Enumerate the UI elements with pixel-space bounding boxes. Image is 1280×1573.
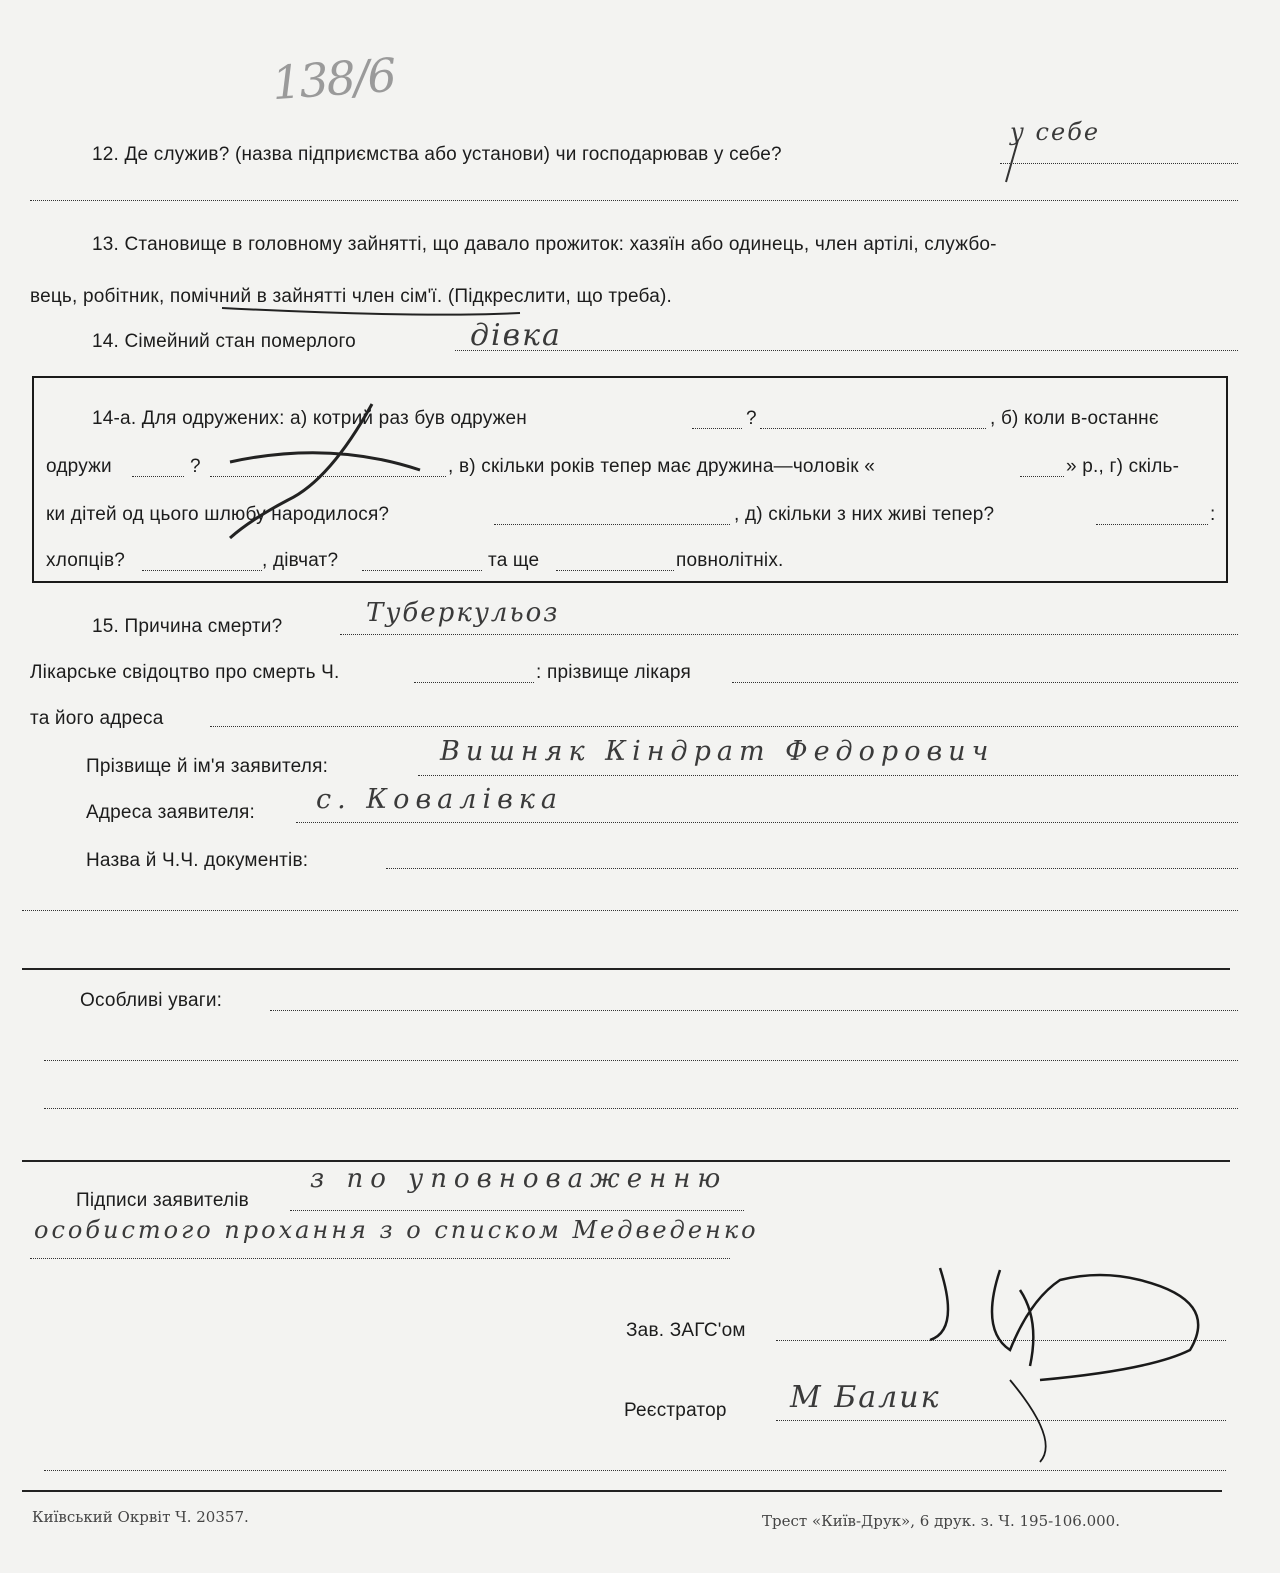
q14a-line2-part2: ? bbox=[190, 456, 201, 477]
applicant-address-value: с. Ковалівка bbox=[316, 784, 564, 815]
documents-extra-line bbox=[22, 910, 1238, 911]
q13-line2: вець, робітник, помічний в зайнятті член сім'ї. (Підкреслити, що треба). bbox=[30, 286, 672, 307]
q14a-line4-part3: та ще bbox=[488, 550, 540, 571]
applicant-name-value: Вишняк Кіндрат Федорович bbox=[440, 736, 995, 767]
q15-answer: Туберкульоз bbox=[366, 598, 560, 628]
documents-line bbox=[386, 868, 1238, 869]
notes-line-1 bbox=[270, 1010, 1238, 1011]
applicant-name-line bbox=[418, 775, 1238, 776]
q14a-line2-part1: одружи bbox=[46, 456, 112, 477]
applicant-name-label: Прізвище й ім'я заявителя: bbox=[86, 756, 329, 777]
underline-mark bbox=[222, 308, 520, 315]
q14a-blank-line-2 bbox=[210, 476, 446, 477]
q14a-line2-part3: , в) скільки років тепер має дружина—чоловік « bbox=[448, 456, 876, 477]
section-divider-2 bbox=[22, 1160, 1230, 1162]
archive-number: 138/6 bbox=[270, 47, 397, 111]
q13-line1: 13. Становище в головному зайнятті, що давало прожиток: хазяїн або одинець, член артілі, службо- bbox=[92, 234, 997, 255]
q14-answer: дівка bbox=[470, 318, 562, 353]
q14a-children-alive-line bbox=[1096, 524, 1208, 525]
q14a-line3-part2: , д) скільки з них живі тепер? bbox=[734, 504, 995, 525]
q14a-children-born-line bbox=[494, 524, 730, 525]
documents-label: Назва й Ч.Ч. документів: bbox=[86, 850, 309, 871]
registrar-signature: М Балик bbox=[790, 1380, 941, 1415]
q12-label: 12. Де служив? (назва підприємства або установи) чи господарював у себе? bbox=[92, 144, 782, 165]
q14a-line4-part2: , дівчат? bbox=[262, 550, 339, 571]
q12-answer-line bbox=[1000, 163, 1238, 164]
zags-signature-mark bbox=[930, 1268, 1198, 1380]
q12-extra-line bbox=[30, 200, 1238, 201]
q12-answer: у себе bbox=[1010, 118, 1101, 146]
registrar-line bbox=[776, 1420, 1226, 1421]
doctor-name-line bbox=[732, 682, 1238, 683]
signatures-line2-handwriting: особистого прохання з о списком Медведенко bbox=[34, 1216, 759, 1244]
q14a-times-married-line bbox=[692, 428, 742, 429]
doctor-address-line bbox=[210, 726, 1238, 727]
q15-label: 15. Причина смерти? bbox=[92, 616, 283, 637]
section-divider-1 bbox=[22, 968, 1230, 970]
q14a-line2-part4: » р., г) скіль- bbox=[1066, 456, 1180, 477]
q14-label: 14. Сімейний стан померлого bbox=[92, 331, 356, 352]
q12-stroke bbox=[1006, 140, 1018, 182]
registrar-label: Реєстратор bbox=[624, 1400, 727, 1421]
q14a-girls-line bbox=[362, 570, 482, 571]
q14a-adults-line bbox=[556, 570, 674, 571]
doctor-address-label: та його адреса bbox=[30, 708, 164, 729]
doctor-name-label: : прізвище лікаря bbox=[536, 662, 691, 683]
footer-divider bbox=[22, 1490, 1222, 1492]
signatures-line1-handwriting: з по уповноваженню bbox=[310, 1164, 728, 1194]
notes-line-3 bbox=[44, 1108, 1238, 1109]
applicant-address-line bbox=[296, 822, 1238, 823]
medical-number-line bbox=[414, 682, 534, 683]
q14a-blank-line bbox=[760, 428, 986, 429]
signatures-line-1 bbox=[290, 1210, 744, 1211]
q14a-spouse-age-line bbox=[1020, 476, 1064, 477]
q14-answer-line bbox=[455, 350, 1238, 351]
signatures-line-2 bbox=[30, 1258, 730, 1259]
registrar-extra-line bbox=[44, 1470, 1226, 1471]
q14a-boys-line bbox=[142, 570, 262, 571]
q14a-line1-part1: 14-а. Для одружених: а) котрий раз був одружен bbox=[92, 408, 527, 429]
q14a-line4-part1: хлопців? bbox=[46, 550, 126, 571]
q14a-line1-part3: , б) коли в-останнє bbox=[990, 408, 1159, 429]
q15-answer-line bbox=[340, 634, 1238, 635]
applicant-address-label: Адреса заявителя: bbox=[86, 802, 255, 823]
zags-head-label: Зав. ЗАГС'ом bbox=[626, 1320, 746, 1341]
zags-head-line bbox=[776, 1340, 1226, 1341]
q14a-line1-part2: ? bbox=[746, 408, 757, 429]
signatures-label: Підписи заявителів bbox=[76, 1190, 249, 1211]
q14a-line3-part3: : bbox=[1210, 504, 1216, 525]
notes-label: Особливі уваги: bbox=[80, 990, 223, 1011]
q14a-married-date-line bbox=[132, 476, 184, 477]
q14a-line3-part1: ки дітей од цього шлюбу народилося? bbox=[46, 504, 390, 525]
medical-certificate-label: Лікарське свідоцтво про смерть Ч. bbox=[30, 662, 340, 683]
registrar-flourish bbox=[1010, 1380, 1046, 1462]
footer-printer-right: Трест «Київ-Друк», 6 друк. з. Ч. 195-106.000. bbox=[762, 1512, 1120, 1530]
footer-printer-left: Київський Окрвіт Ч. 20357. bbox=[32, 1508, 249, 1526]
notes-line-2 bbox=[44, 1060, 1238, 1061]
q14a-line4-part4: повнолітніх. bbox=[676, 550, 784, 571]
